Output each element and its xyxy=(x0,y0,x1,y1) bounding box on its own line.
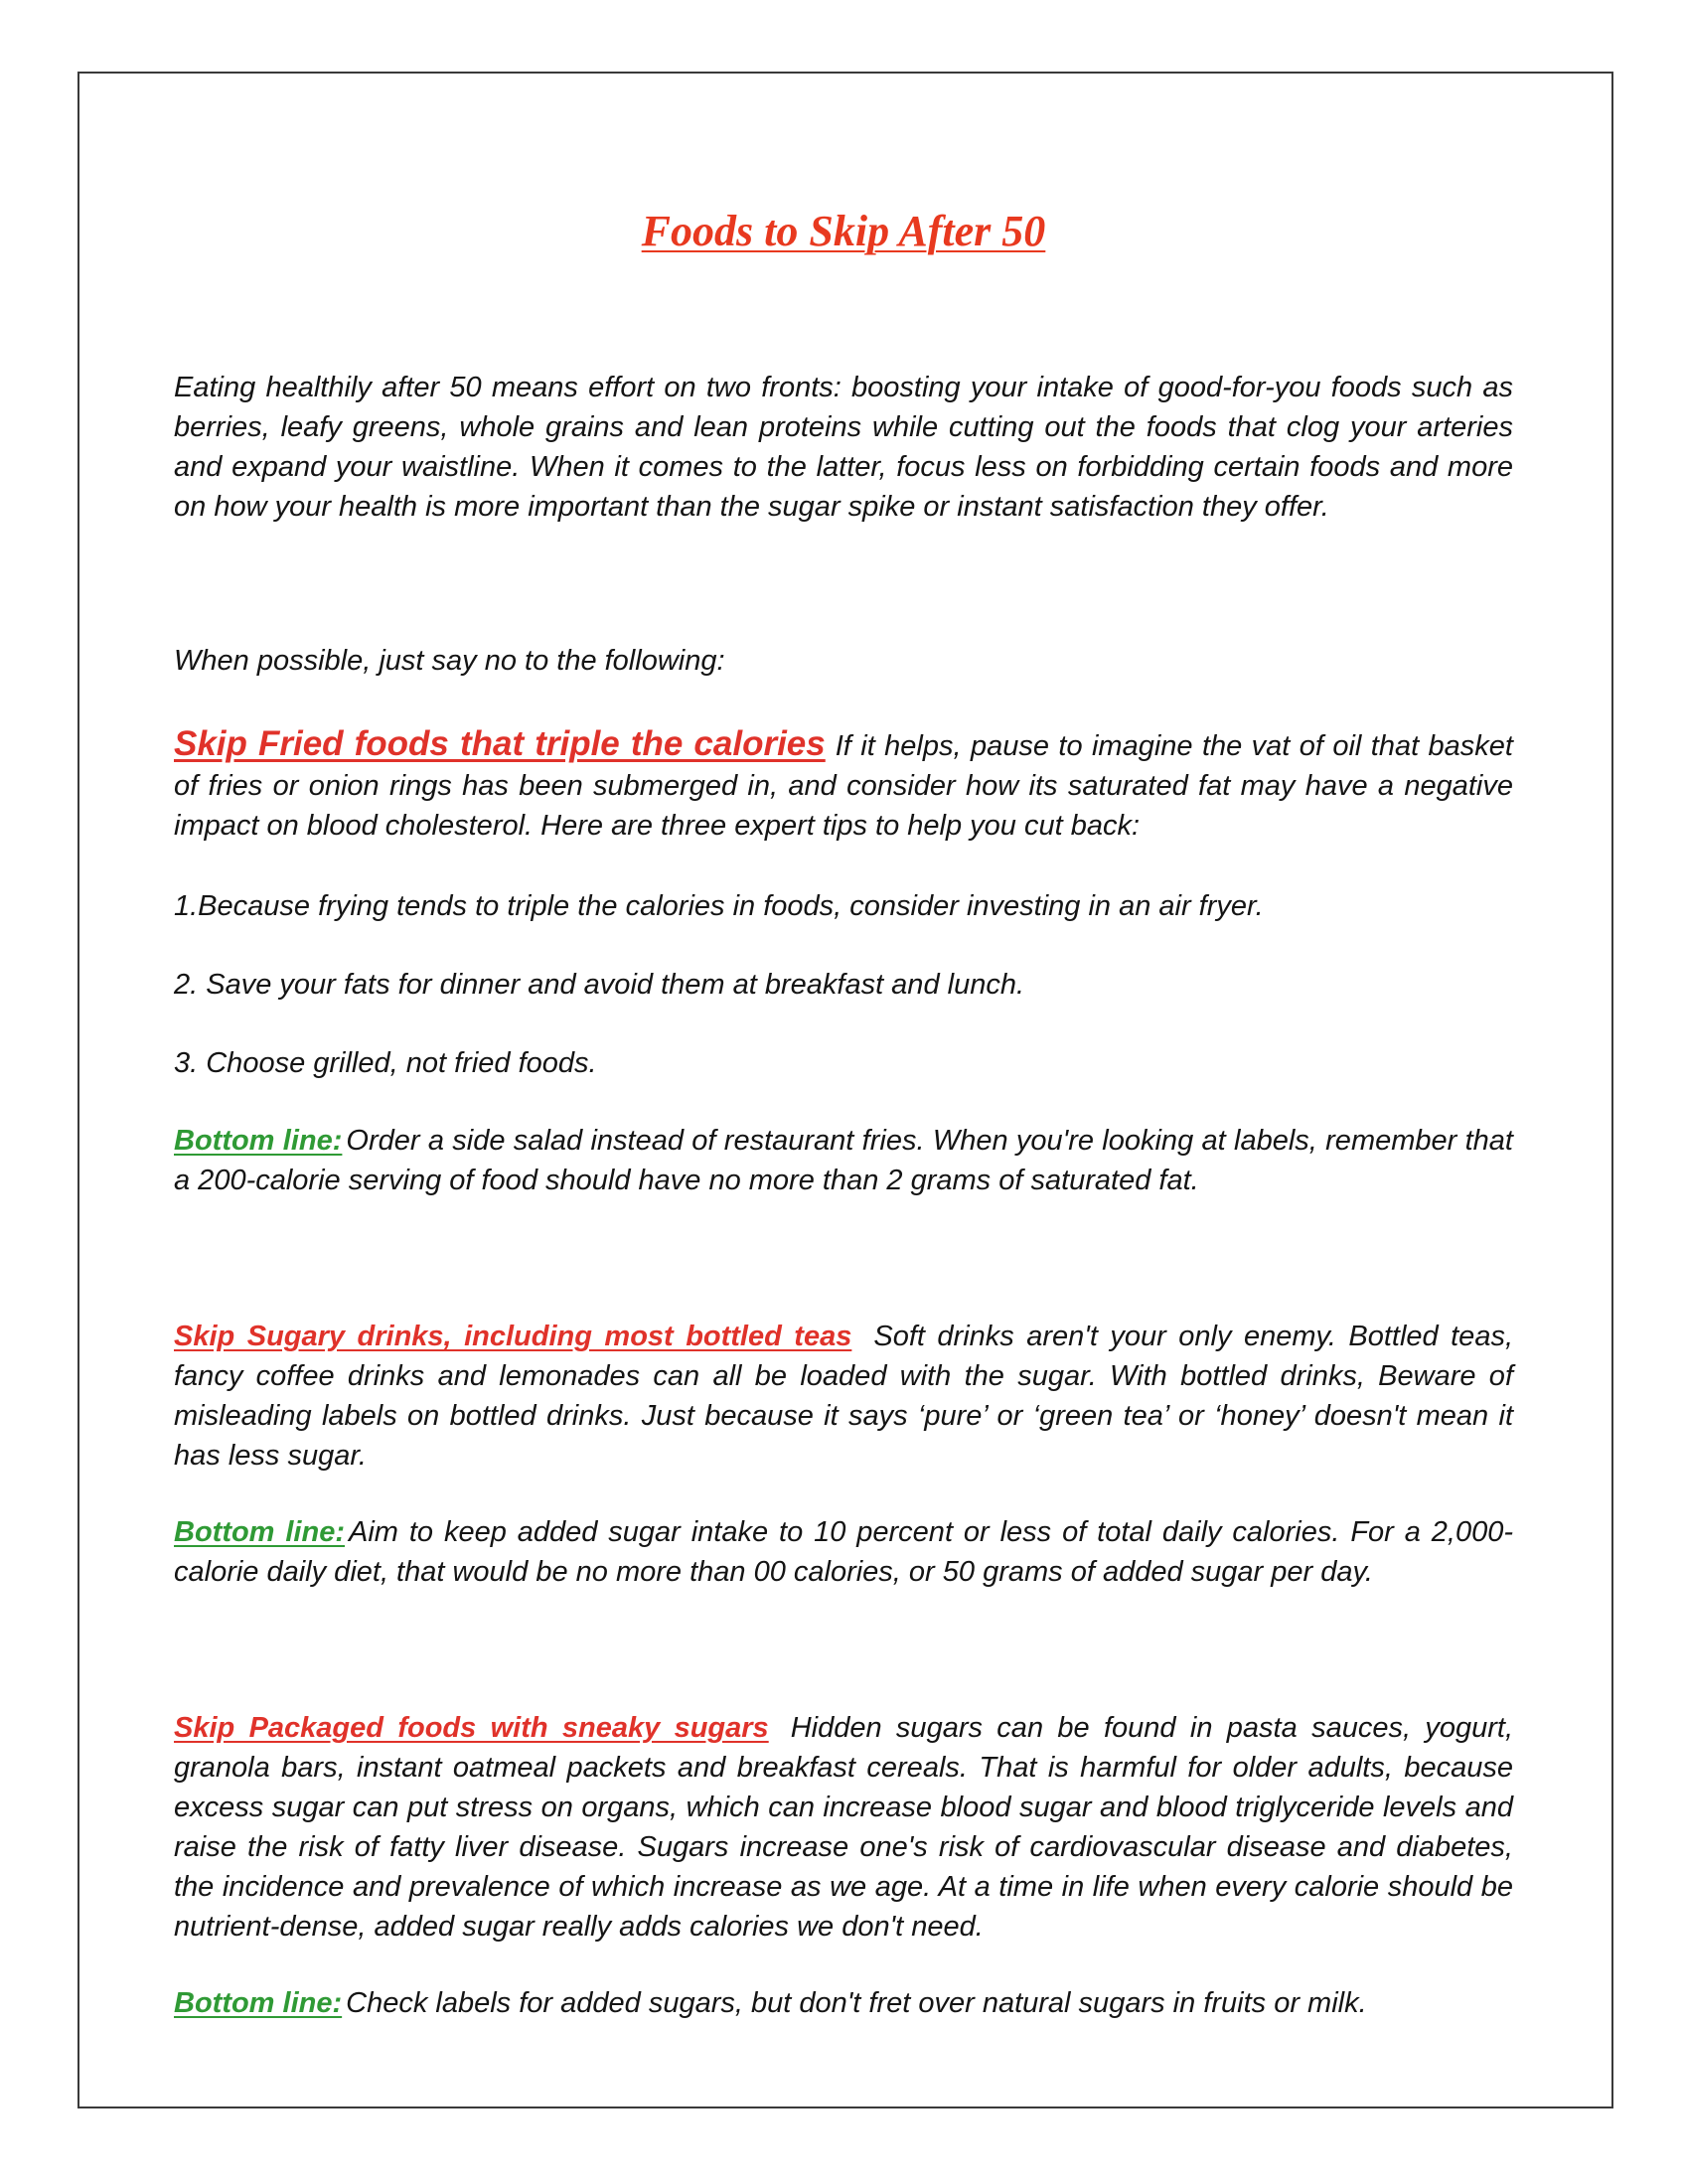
tip-item-1: 1.Because frying tends to triple the calories in foods, consider investing in an air fryer. xyxy=(174,890,1264,922)
page-title: Foods to Skip After 50 xyxy=(641,207,1046,255)
section-text-packaged-foods: Hidden sugars can be found in pasta sauces, yogurt, granola bars, instant oatmeal packets and breakfast cereals. That is harmful for older adults, because excess sugar can put stress on organs, which can increase blood sugar and blood triglyceride levels and raise the risk of fatty liver disease. Sugars increase one's risk of cardiovascular disease and diabetes, the incidence and prevalence of which increase as we age. At a time in life when every calorie should be nutrient-dense, added sugar really adds calories we don't need. xyxy=(174,1712,1514,1943)
bottom-line-text: Aim to keep added sugar intake to 10 percent or less of total daily calories. For a 2,000-calorie daily diet, that would be no more than 00 calories, or 50 grams of added sugar per day. xyxy=(174,1516,1513,1588)
section-heading-packaged-foods: Skip Packaged foods with sneaky sugars xyxy=(174,1712,769,1744)
tip-item-3: 3. Choose grilled, not fried foods. xyxy=(174,1047,597,1079)
lead-line: When possible, just say no to the following: xyxy=(174,645,725,677)
bottom-line-label: Bottom line: xyxy=(174,1987,343,2019)
section-packaged-foods xyxy=(174,1708,1513,1947)
section-fried-foods xyxy=(174,724,1513,846)
bottom-line-packaged-foods xyxy=(174,1983,1513,2023)
bottom-line-fried-foods xyxy=(174,1121,1513,1200)
bottom-line-text: Check labels for added sugars, but don't fret over natural sugars in fruits or milk. xyxy=(346,1987,1367,2019)
bottom-line-sugary-drinks xyxy=(174,1512,1513,1592)
document-body xyxy=(174,205,1513,2023)
bottom-line-label: Bottom line: xyxy=(174,1516,345,1548)
intro-paragraph: Eating healthily after 50 means effort on two fronts: boosting your intake of good-for-you foods such as berries, leafy greens, whole grains and lean proteins while cutting out the foods that clog your arteries and expand your waistline. When it comes to the latter, focus less on forbidding certain foods and more on how your health is more important than the sugar spike or instant satisfaction they offer. xyxy=(174,372,1513,523)
section-text-sugary-drinks: Soft drinks aren't your only enemy. Bottled teas, fancy coffee drinks and lemonades can all be loaded with the sugar. With bottled drinks, Beware of misleading labels on bottled drinks. Just because it says ‘pure’ or ‘green tea’ or ‘honey’ doesn't mean it has less sugar. xyxy=(174,1321,1513,1472)
section-text-fried-foods: If it helps, pause to imagine the vat of oil that basket of fries or onion rings has been submerged in, and consider how its saturated fat may have a negative impact on blood cholesterol. Here are three expert tips to help you cut back: xyxy=(174,730,1513,842)
tip-item-2: 2. Save your fats for dinner and avoid them at breakfast and lunch. xyxy=(174,969,1025,1001)
section-heading-fried-foods: Skip Fried foods that triple the calories xyxy=(174,724,826,763)
section-heading-sugary-drinks: Skip Sugary drinks, including most bottled teas xyxy=(174,1321,852,1352)
page-border xyxy=(77,72,1613,2108)
bottom-line-label: Bottom line: xyxy=(174,1125,343,1157)
bottom-line-text: Order a side salad instead of restaurant fries. When you're looking at labels, remember that a 200-calorie serving of food should have no more than 2 grams of saturated fat. xyxy=(174,1125,1513,1196)
section-sugary-drinks xyxy=(174,1317,1513,1476)
